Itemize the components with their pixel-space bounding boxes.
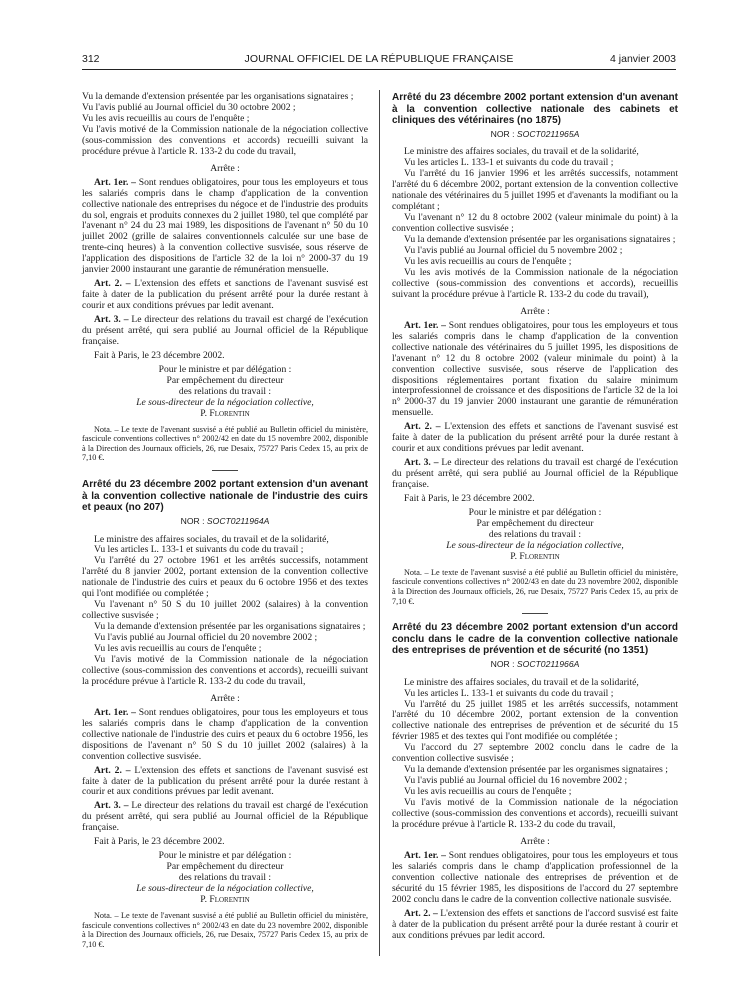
decree-title: Arrêté du 23 décembre 2002 portant extension d'un accord conclu dans le cadre de la convention collective nationale des entreprises de prévention et de sécurité (no 1351): [392, 622, 678, 657]
article-label: Art. 2. –: [404, 907, 438, 919]
signature-role: Le sous-directeur de la négociation collective,: [446, 539, 624, 551]
article-1: [392, 321, 678, 420]
text-line: Vu les articles L. 133-1 et suivants du code du travail ;: [94, 544, 304, 556]
fait-a-paris: Fait à Paris, le 23 décembre 2002.: [94, 836, 225, 848]
text-line: Le ministre des affaires sociales, du travail et de la solidarité,: [94, 533, 329, 545]
article-text: Sont rendues obligatoires, pour tous les employeurs et tous les salariés compris dans le champ d'application professionnel de la convention collective nationale des entreprises de prévention et de sécurité du 15 février 1985, les dispositions de l'accord du 27 septembre 2002 conclu dans le cadre de la convention collective nationale susvisée.: [392, 849, 678, 905]
text-line: Vu la demande d'extension présentée par les organisations signataires ;: [82, 91, 354, 102]
text-line: Vu l'arrêté du 16 janvier 1996 et les arrêtés successifs, notamment l'arrêté du 6 décembre 2002, portant extension de la convention collective nationale des vétérinaires du 5 juillet 1995 et d'avenants la modifiant ou la complétant ;: [392, 168, 678, 213]
signature-name: P. Florentin: [510, 550, 560, 562]
signature-line: Pour le ministre et par délégation :: [158, 363, 292, 375]
article-label: Art. 1er. –: [94, 706, 136, 718]
article-2: [82, 279, 368, 312]
article-label: Art. 1er. –: [404, 319, 446, 331]
article-text: L'extension des effets et sanctions de l'avenant susvisé est faite à dater de la publication du présent arrêté pour la durée restant à courir et aux conditions prévues par ledit avenant.: [82, 278, 368, 312]
page-header: [82, 53, 676, 69]
text-line: Vu l'arrêté du 27 octobre 1961 et les arrêtés successifs, notamment l'arrêté du 8 janvier 2002, portant extension de la convention collective nationale de l'industrie des cuirs et peaux du 6 octobre 1956 et des textes qui l'ont modifiée ou complétée ;: [82, 555, 368, 600]
separator: [212, 470, 238, 471]
column-divider: [379, 90, 380, 956]
text-line: Vu les avis recueillis au cours de l'enquête ;: [82, 112, 250, 124]
article-label: Art. 1er. –: [94, 176, 136, 188]
text-line: Vu les articles L. 133-1 et suivants du code du travail ;: [404, 687, 614, 699]
nota: Nota. – Le texte de l'avenant susvisé a été publié au Bulletin officiel du ministère, fascicule conventions collectives n° 2002/43 en date du 23 novembre 2002, disponible à la Direction des Journaux officiels, 26, rue Desaix, 75727 Paris Cedex 15, au prix de 7,10 €.: [392, 567, 678, 606]
article-text: Sont rendues obligatoires, pour tous les employeurs et tous les salariés compris dans le champ d'application de la convention collective nationale des vétérinaires du 5 juillet 1995, les dispositions de l'avenant n° 12 du 8 octobre 2002 (valeur minimale du point) à la convention collective susvisée, sous réserve de l'application des dispositions réglementaires portant fixation du salaire minimum interprofessionnel de croissance et des dispositions de l'article 32 de la loi n° 2000-37 du 19 janvier 2000 instaurant une garantie de rémunération mensuelle.: [392, 319, 678, 419]
signature-name: P. Florentin: [200, 894, 250, 906]
signature-line: Par empêchement du directeur: [476, 517, 594, 529]
article-label: Art. 3. –: [404, 457, 439, 469]
article-1: [82, 178, 368, 277]
journal-title: JOURNAL OFFICIEL DE LA RÉPUBLIQUE FRANÇAISE: [244, 53, 514, 65]
text-line: Vu la demande d'extension présentée par les organisations signataires ;: [404, 234, 676, 246]
text-line: Vu l'avis motivé de la Commission nationale de la négociation collective (sous-commission des conventions et accords) recueilli suivant la procédure prévue à l'article R. 133-2 du code du travail,: [82, 123, 368, 157]
nota: Nota. – Le texte de l'avenant susvisé a été publié au Bulletin officiel du ministère, fascicule conventions collectives n° 2002/43 en date du 23 novembre 2002, disponible à la Direction des Journaux officiels, 26, rue Desaix, 75727 Paris Cedex 15, au prix de 7,10 €.: [82, 911, 368, 949]
arrete-heading: Arrête :: [210, 692, 240, 704]
arrete-heading: Arrête :: [520, 305, 550, 317]
text-line: Le ministre des affaires sociales, du travail et de la solidarité,: [404, 676, 639, 688]
fait-a-paris: Fait à Paris, le 23 décembre 2002.: [404, 493, 535, 505]
decree-title: Arrêté du 23 décembre 2002 portant extension d'un avenant à la convention collective nationale des cabinets et cliniques des vétérinaires (no 1875): [392, 92, 678, 126]
article-label: Art. 1er. –: [404, 849, 446, 861]
article-text: L'extension des effets et sanctions de l'avenant susvisé est faite à dater de la publication du présent arrêté pour la durée restant à courir et aux conditions prévues par ledit avenant.: [82, 764, 368, 798]
article-3: [82, 315, 368, 348]
text-line: Le ministre des affaires sociales, du travail et de la solidarité,: [404, 146, 639, 158]
text-line: Vu les avis recueillis au cours de l'enquête ;: [94, 643, 262, 655]
nor-reference: NOR : SOCT0211964A: [180, 515, 270, 526]
text-line: Vu l'avis motivé de la Commission nationale de la négociation collective (sous-commission des conventions et accords), recueilli suivant la procédure prévue à l'article R. 133-2 du code du travail,: [82, 654, 368, 687]
signature-line: des relations du travail :: [178, 872, 272, 884]
header-rule: [82, 69, 676, 70]
text-line: Vu l'avenant n° 12 du 8 octobre 2002 (valeur minimale du point) à la convention collective susvisée ;: [392, 212, 678, 235]
issue-date: 4 janvier 2003: [610, 53, 676, 65]
article-label: Art. 2. –: [94, 764, 131, 776]
article-3: [82, 801, 368, 834]
signature-line: Par empêchement du directeur: [166, 374, 284, 386]
text-line: Vu les avis motivés de la Commission nationale de la négociation collective (sous-commission des conventions et accords), recueillis suivant la procédure prévue à l'article R. 133-2 du code du travail),: [392, 266, 678, 300]
article-text: Le directeur des relations du travail est chargé de l'exécution du présent arrêté, qui sera publié au Journal officiel de la République française.: [392, 457, 678, 491]
article-label: Art. 2. –: [94, 278, 131, 290]
arrete-heading: Arrête :: [210, 162, 240, 174]
article-1: [82, 708, 368, 763]
article-text: Sont rendues obligatoires, pour tous les employeurs et tous les salariés compris dans le champ d'application de la convention collective nationale de l'industrie des cuirs et peaux du 6 octobre 1956, les dispositions de l'avenant n° 50 S du 10 juillet 2002 (salaires) à la convention collective susvisée.: [82, 706, 368, 762]
text-line: Vu l'avis motivé de la Commission nationale de la négociation collective (sous-commission des conventions et accords), recueilli suivant la procédure prévue à l'article R. 133-2 du code du travail,: [392, 797, 678, 830]
article-label: Art. 3. –: [94, 800, 129, 812]
signature-role: Le sous-directeur de la négociation collective,: [136, 883, 314, 895]
text-line: Vu l'avenant n° 50 S du 10 juillet 2002 (salaires) à la convention collective susvisée ;: [82, 599, 368, 622]
page-number: 312: [82, 53, 100, 65]
article-text: L'extension des effets et sanctions de l'avenant susvisé est faite à dater de la publication du présent arrêté pour la durée restant à courir et aux conditions prévues par ledit avenant.: [392, 421, 678, 455]
decree-title: Arrêté du 23 décembre 2002 portant extension d'un avenant à la convention collective nationale de l'industrie des cuirs et peaux (no 207): [82, 479, 368, 514]
article-2: [82, 766, 368, 799]
text-line: Vu les articles L. 133-1 et suivants du code du travail ;: [404, 157, 614, 169]
right-column: [392, 92, 678, 942]
text-line: Vu l'avis publié au Journal officiel du 5 novembre 2002 ;: [404, 245, 623, 257]
article-2: [392, 909, 678, 942]
text-line: Vu l'avis publié au Journal officiel du 16 novembre 2002 ;: [404, 775, 628, 787]
separator: [522, 613, 548, 614]
arrete-heading: Arrête :: [520, 835, 550, 847]
left-column: [82, 92, 368, 949]
signature-line: Pour le ministre et par délégation :: [468, 507, 602, 518]
article-text: L'extension des effets et sanctions de l'accord susvisé est faite à dater de la publication du présent arrêté pour la durée restant à courir et aux conditions prévues par ledit accord.: [392, 907, 679, 941]
article-text: Sont rendues obligatoires, pour tous les employeurs et tous les salariés compris dans le champ d'application de la convention collective nationale des entreprises du négoce et de l'industrie des produits du sol, engrais et produits connexes du 2 juillet 1980, tel que complété par l'avenant n° 24 du 23 mai 1989, les dispositions de l'avenant n° 50 du 10 juillet 2002 (grille de salaires conventionnels calculée sur une base de trente-cinq heures) à la convention collective susvisée, sous réserve de l'application des dispositions de l'article 32 de la loi n° 2000-37 du 19 janvier 2000 instaurant une garantie de rémunération mensuelle.: [82, 176, 368, 276]
text-line: Vu la demande d'extension présentée par les organismes signataires ;: [404, 764, 668, 776]
signature-line: des relations du travail :: [488, 528, 582, 540]
nor-reference: NOR : SOCT0211965A: [490, 128, 580, 139]
article-text: Le directeur des relations du travail est chargé de l'exécution du présent arrêté, qui sera publié au Journal officiel de la République française.: [82, 314, 368, 348]
signature-role: Le sous-directeur de la négociation collective,: [136, 396, 314, 408]
text-line: Vu les avis recueillis au cours de l'enquête ;: [404, 786, 572, 798]
article-label: Art. 2. –: [404, 421, 441, 433]
nota: Nota. – Le texte de l'avenant susvisé a été publié au Bulletin officiel du ministère, fascicule conventions collectives n° 2002/42 en date du 15 novembre 2002, disponible à la Direction des Journaux officiels, 26, rue Desaix, 75727 Paris Cedex 15, au prix de 7,10 €.: [82, 424, 368, 463]
text-line: Vu les avis recueillis au cours de l'enquête ;: [404, 255, 572, 267]
nor-reference: NOR : SOCT0211966A: [490, 658, 580, 669]
article-label: Art. 3. –: [94, 314, 129, 326]
signature-line: Pour le ministre et par délégation :: [158, 850, 292, 862]
text-line: Vu l'avis publié au Journal officiel du 20 novembre 2002 ;: [94, 632, 318, 644]
text-line: Vu l'arrêté du 25 juillet 1985 et les arrêtés successifs, notamment l'arrêté du 10 décembre 2002, portant extension de la convention collective nationale des entreprises de prévention et de sécurité du 15 février 1985 et des textes qui l'ont modifiée ou complétée ;: [392, 698, 678, 743]
signature-line: des relations du travail :: [178, 385, 272, 397]
text-line: Vu l'avis publié au Journal officiel du 30 octobre 2002 ;: [82, 101, 296, 113]
article-text: Le directeur des relations du travail est chargé de l'exécution du présent arrêté, qui sera publié au Journal officiel de la République française.: [82, 800, 368, 834]
article-3: [392, 458, 678, 491]
article-2: [392, 422, 678, 455]
text-line: Vu la demande d'extension présentée par les organisations signataires ;: [94, 621, 366, 633]
article-1: [392, 851, 678, 906]
signature-name: P. Florentin: [200, 407, 250, 419]
fait-a-paris: Fait à Paris, le 23 décembre 2002.: [94, 349, 225, 361]
text-line: Vu l'accord du 27 septembre 2002 conclu dans le cadre de la convention collective susvisée ;: [392, 742, 678, 765]
signature-line: Par empêchement du directeur: [166, 861, 284, 873]
